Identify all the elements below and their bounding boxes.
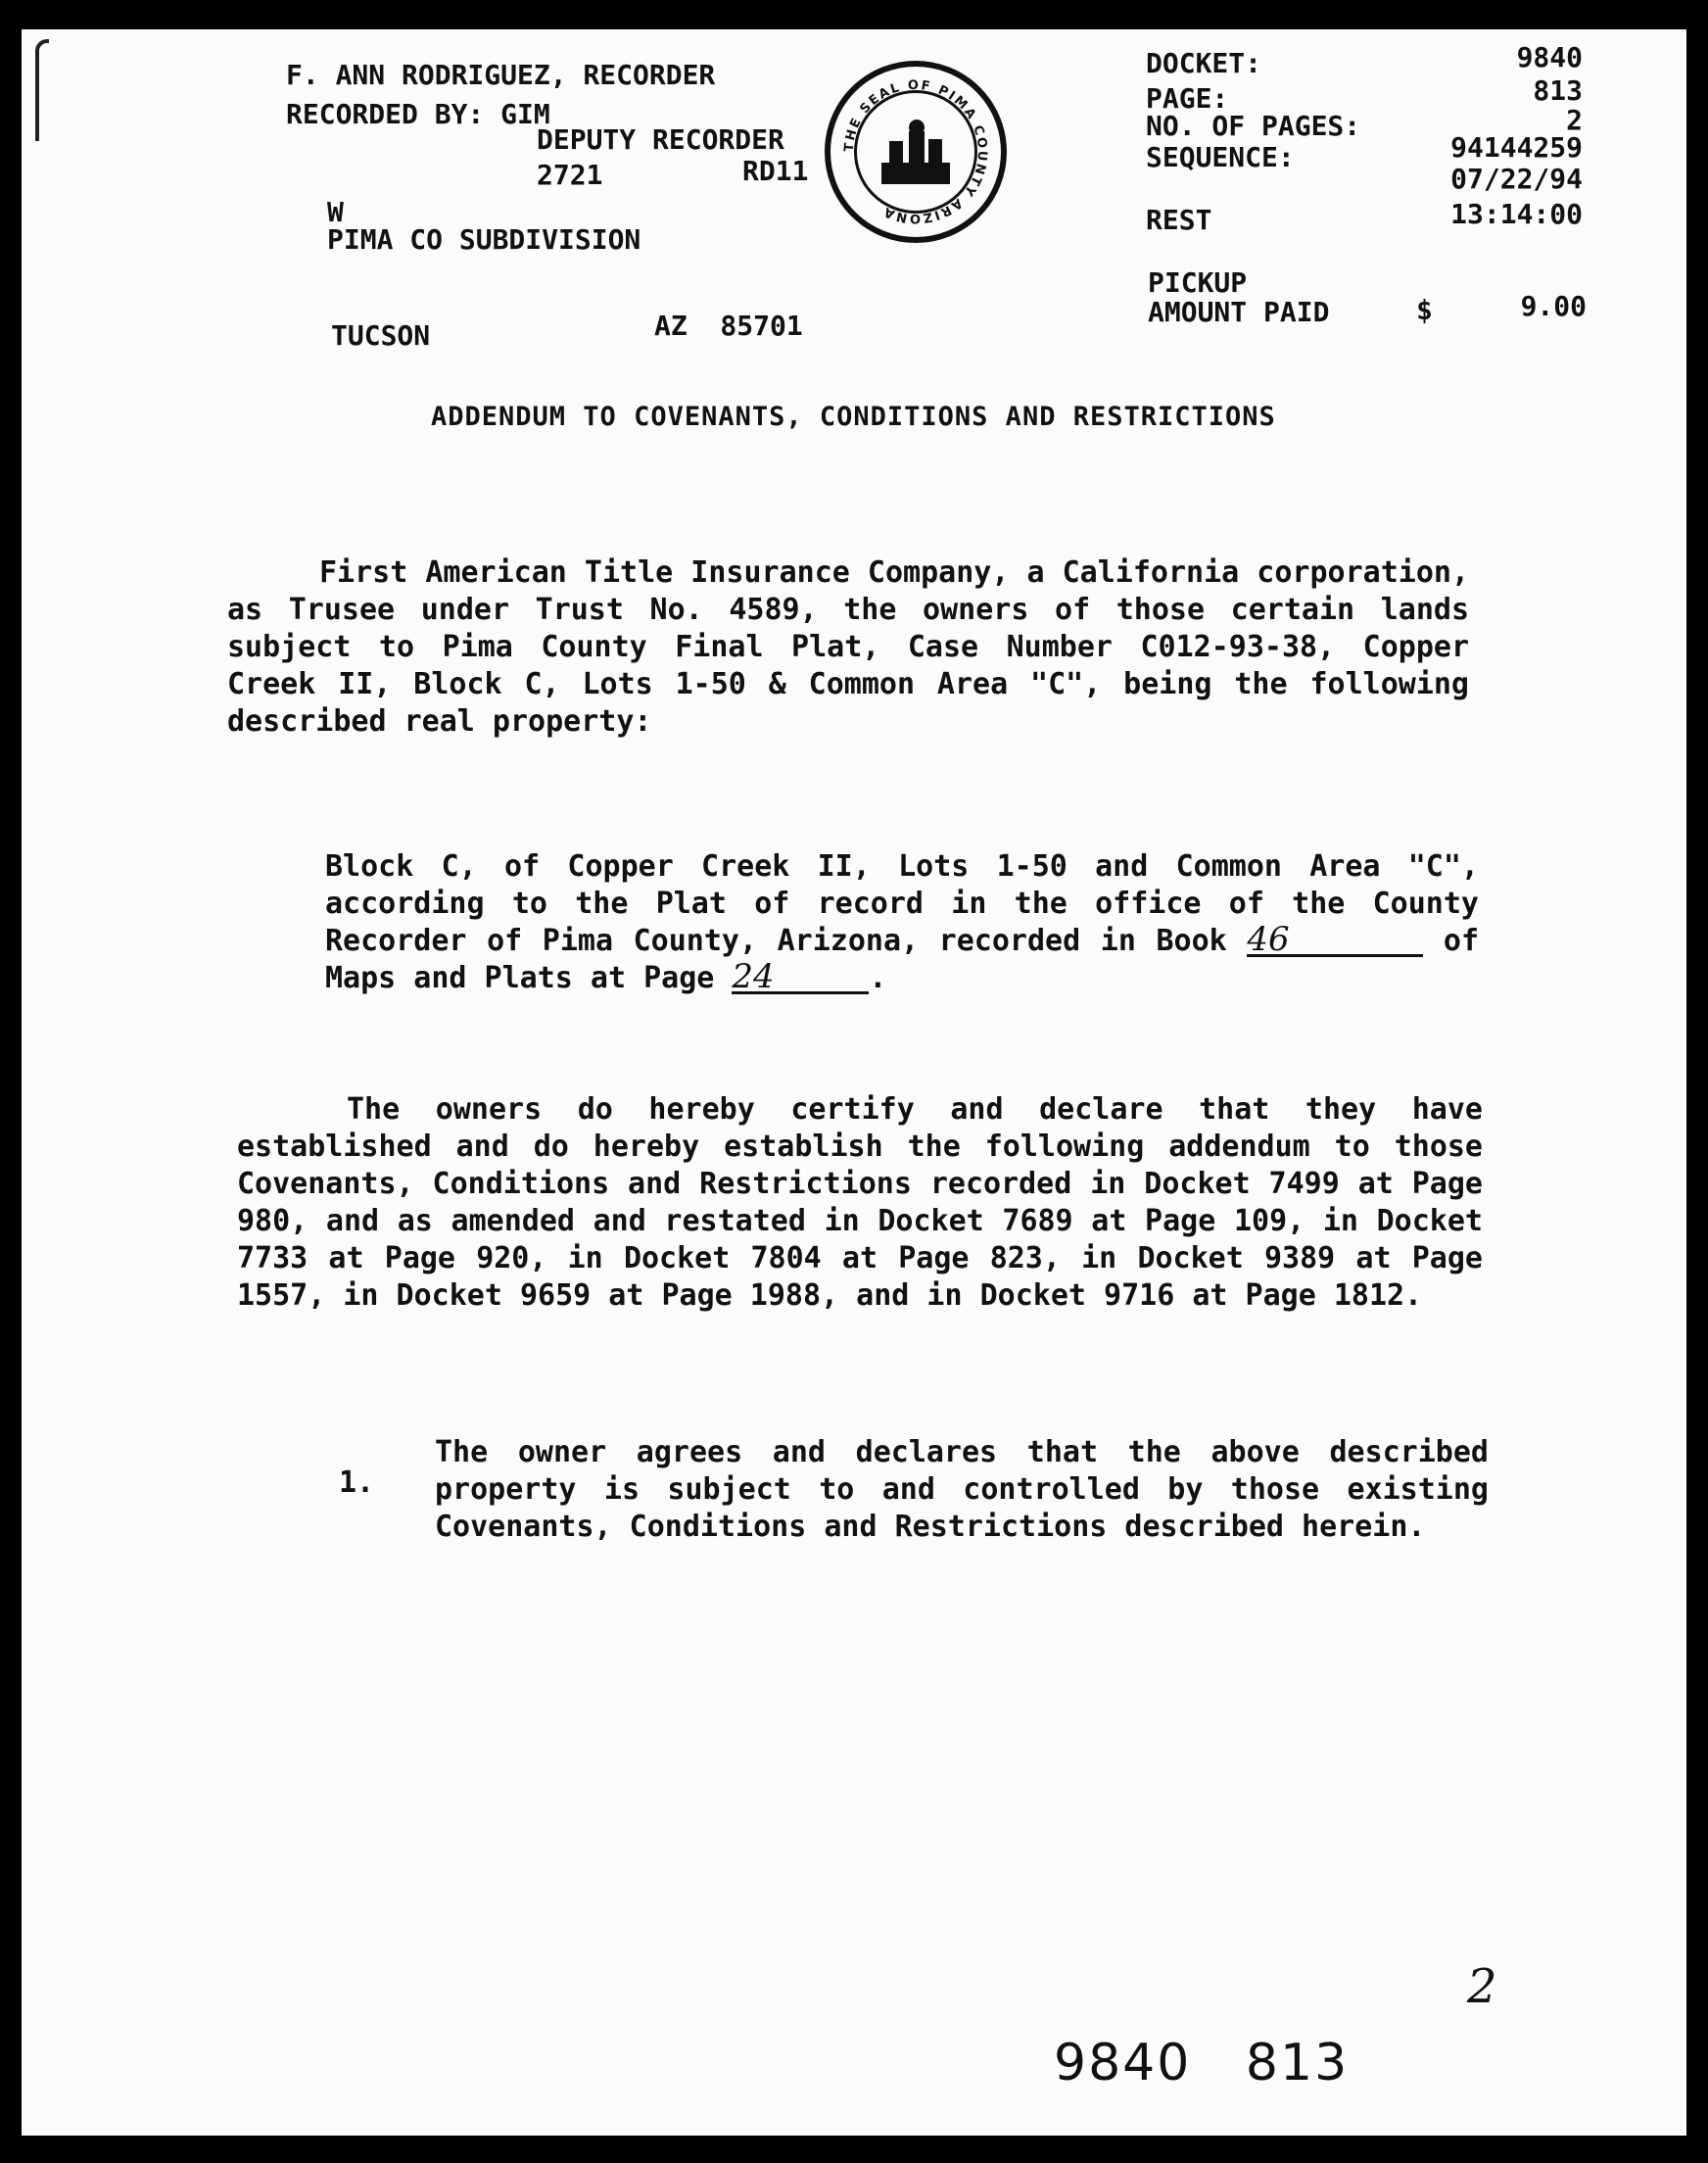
county-seal (825, 61, 1007, 243)
sequence-label: SEQUENCE: (1146, 141, 1295, 173)
paragraph-owners (227, 554, 1469, 741)
rest-label: REST (1146, 204, 1212, 236)
footer-docket-page: 9840 813 (1054, 2034, 1350, 2092)
docket-label: DOCKET: (1146, 47, 1262, 79)
recorded-by: RECORDED BY: GIM (286, 98, 550, 130)
amount-paid-label: AMOUNT PAID (1148, 296, 1330, 328)
pages-label: NO. OF PAGES: (1146, 110, 1361, 142)
docket-value: 9840 (1516, 41, 1583, 73)
recorder-code-left: 2721 (537, 159, 603, 191)
addressee-state-zip: AZ 85701 (654, 310, 803, 342)
item-1-text: The owner agrees and declares that the above described property is subject to and controlled by those existing Covenants, Conditions and Restrictions described herein. (435, 1435, 1489, 1544)
addressee-city: TUCSON (331, 319, 431, 352)
pages-value: 2 (1566, 104, 1583, 136)
plat-page-handwritten: 24 (732, 962, 869, 994)
amount-paid-value: 9.00 (1520, 290, 1587, 322)
property-description-text: Block C, of Copper Creek II, Lots 1-50 and Common Area "C", according to the Plat of record in the office of the County Recorder of Pima County, Arizona, recorded in Book (325, 849, 1479, 958)
item-1-number: 1. (339, 1466, 375, 1500)
pickup-label: PICKUP (1148, 266, 1248, 299)
deputy-recorder: DEPUTY RECORDER (537, 123, 784, 156)
paragraph-property (325, 848, 1479, 997)
page-number: 2 (1467, 1959, 1497, 2014)
recorder-name: F. ANN RODRIGUEZ, RECORDER (286, 59, 716, 91)
recorder-code-right: RD11 (742, 155, 809, 187)
record-time: 13:14:00 (1450, 198, 1583, 230)
paragraph-owners-text: First American Title Insurance Company, a California corporation, as Trusee under Trust No. 4589, the owners of those certain lands subject to Pima County Final Plat, Case Number C012-93-38, Copper Creek II, Block C, Lots 1-50 & Common Area "C", being the following described real property: (227, 555, 1469, 739)
currency-symbol: $ (1416, 294, 1433, 326)
property-period: . (869, 961, 887, 995)
item-1 (435, 1434, 1489, 1546)
page-value: 813 (1533, 74, 1583, 107)
book-number-handwritten: 46 (1247, 925, 1423, 957)
paragraph-declaration-text: The owners do hereby certify and declare that they have established and do hereby establish the following addendum to those Covenants, Conditions and Restrictions recorded in Docket 7499 at Page 980, and as amended and restated in Docket 7689 at Page 109, in Docket 7733 at Page 920, in Docket 7804 at Page 823, in Docket 9389 at Page 1557, in Docket 9659 at Page 1988, and in Docket 9716 at Page 1812. (237, 1092, 1483, 1313)
page-edge-mark (35, 39, 49, 141)
seal-inner-ring (854, 90, 977, 214)
document-title: ADDENDUM TO COVENANTS, CONDITIONS AND RESTRICTIONS (431, 402, 1276, 432)
seal-ring-text: THE SEAL OF PIMA COUNTY ARIZONA (841, 77, 990, 226)
addressee-name: PIMA CO SUBDIVISION (327, 223, 641, 256)
addressee-initial: W (327, 196, 344, 228)
sequence-value: 94144259 (1450, 131, 1583, 164)
document-page (22, 29, 1686, 2136)
paragraph-declaration (237, 1091, 1483, 1315)
record-date: 07/22/94 (1450, 163, 1583, 195)
page-label: PAGE: (1146, 82, 1229, 115)
maps-plats-text: of Maps and Plats at Page (325, 924, 1480, 995)
